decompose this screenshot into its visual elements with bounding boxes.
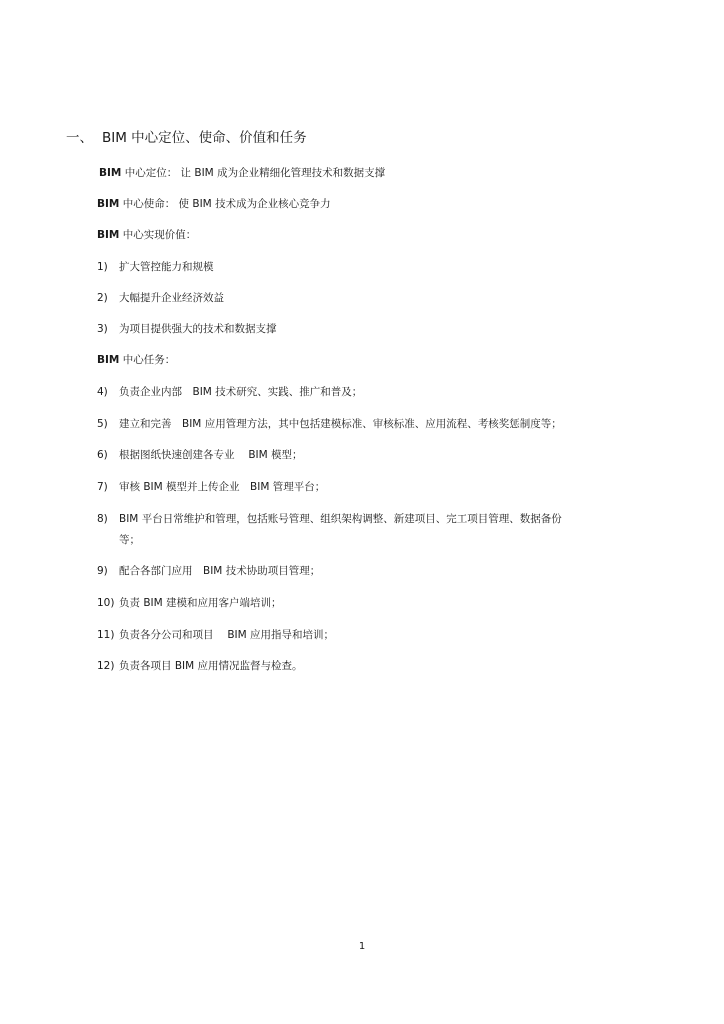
positioning-line bbox=[99, 165, 385, 181]
value-item bbox=[97, 259, 214, 275]
item-index: 2) bbox=[97, 292, 108, 304]
value-title-text: 中心实现价值： bbox=[119, 229, 197, 241]
task-item bbox=[97, 511, 562, 527]
section-title: BIM 中心定位、使命、价值和任务 bbox=[102, 130, 307, 146]
task-item bbox=[97, 416, 562, 432]
item-index: 4) bbox=[97, 386, 108, 398]
item-text: 配合各部门应用 BIM 技术协助项目管理； bbox=[119, 565, 321, 577]
section-number: 一、 bbox=[66, 130, 93, 146]
bim-label: BIM bbox=[99, 167, 122, 179]
value-title-line bbox=[97, 227, 196, 243]
value-item bbox=[97, 321, 277, 337]
item-index: 1) bbox=[97, 261, 108, 273]
item-index: 10) bbox=[97, 597, 115, 609]
task-item bbox=[97, 627, 334, 643]
item-index: 9) bbox=[97, 565, 108, 577]
task-item bbox=[97, 384, 362, 400]
mission-text: 中心使命： 使 BIM 技术成为企业核心竞争力 bbox=[119, 198, 331, 210]
bim-label: BIM bbox=[97, 198, 120, 210]
item-index: 5) bbox=[97, 418, 108, 430]
item-text: 扩大管控能力和规模 bbox=[119, 261, 214, 273]
task-item bbox=[97, 563, 320, 579]
item-text: 负责各项目 BIM 应用情况监督与检查。 bbox=[119, 660, 303, 672]
value-item bbox=[97, 290, 224, 306]
item-text: 负责各分公司和项目 BIM 应用指导和培训； bbox=[119, 629, 335, 641]
item-index: 7) bbox=[97, 481, 108, 493]
mission-line bbox=[97, 196, 331, 212]
item-text: 大幅提升企业经济效益 bbox=[119, 292, 224, 304]
task-item-continuation bbox=[97, 532, 140, 548]
page-number: 1 bbox=[358, 941, 366, 952]
positioning-text: 中心定位： 让 BIM 成为企业精细化管理技术和数据支撑 bbox=[121, 167, 386, 179]
section-heading bbox=[66, 128, 307, 148]
item-index: 6) bbox=[97, 449, 108, 461]
item-index: 11) bbox=[97, 629, 115, 641]
item-text: BIM 平台日常维护和管理，包括账号管理、组织架构调整、新建项目、完工项目管理、数据备份 bbox=[119, 513, 562, 525]
bim-label: BIM bbox=[97, 229, 120, 241]
item-text: 负责 BIM 建模和应用客户端培训； bbox=[119, 597, 282, 609]
item-index: 3) bbox=[97, 323, 108, 335]
item-text-continuation: 等； bbox=[119, 534, 140, 546]
task-item bbox=[97, 595, 282, 611]
item-text: 根据图纸快速创建各专业 BIM 模型； bbox=[119, 449, 303, 461]
task-item bbox=[97, 479, 325, 495]
task-item bbox=[97, 447, 303, 463]
tasks-title-line bbox=[97, 352, 175, 368]
item-text: 建立和完善 BIM 应用管理方法，其中包括建模标准、审核标准、应用流程、考核奖惩制度等； bbox=[119, 418, 562, 430]
item-index: 8) bbox=[97, 513, 108, 525]
task-item bbox=[97, 658, 303, 674]
item-index: 12) bbox=[97, 660, 115, 672]
tasks-title-text: 中心任务： bbox=[119, 354, 176, 366]
item-text: 为项目提供强大的技术和数据支撑 bbox=[119, 323, 277, 335]
item-text: 负责企业内部 BIM 技术研究、实践、推广和普及； bbox=[119, 386, 363, 398]
item-text: 审核 BIM 模型并上传企业 BIM 管理平台； bbox=[119, 481, 326, 493]
bim-label: BIM bbox=[97, 354, 120, 366]
